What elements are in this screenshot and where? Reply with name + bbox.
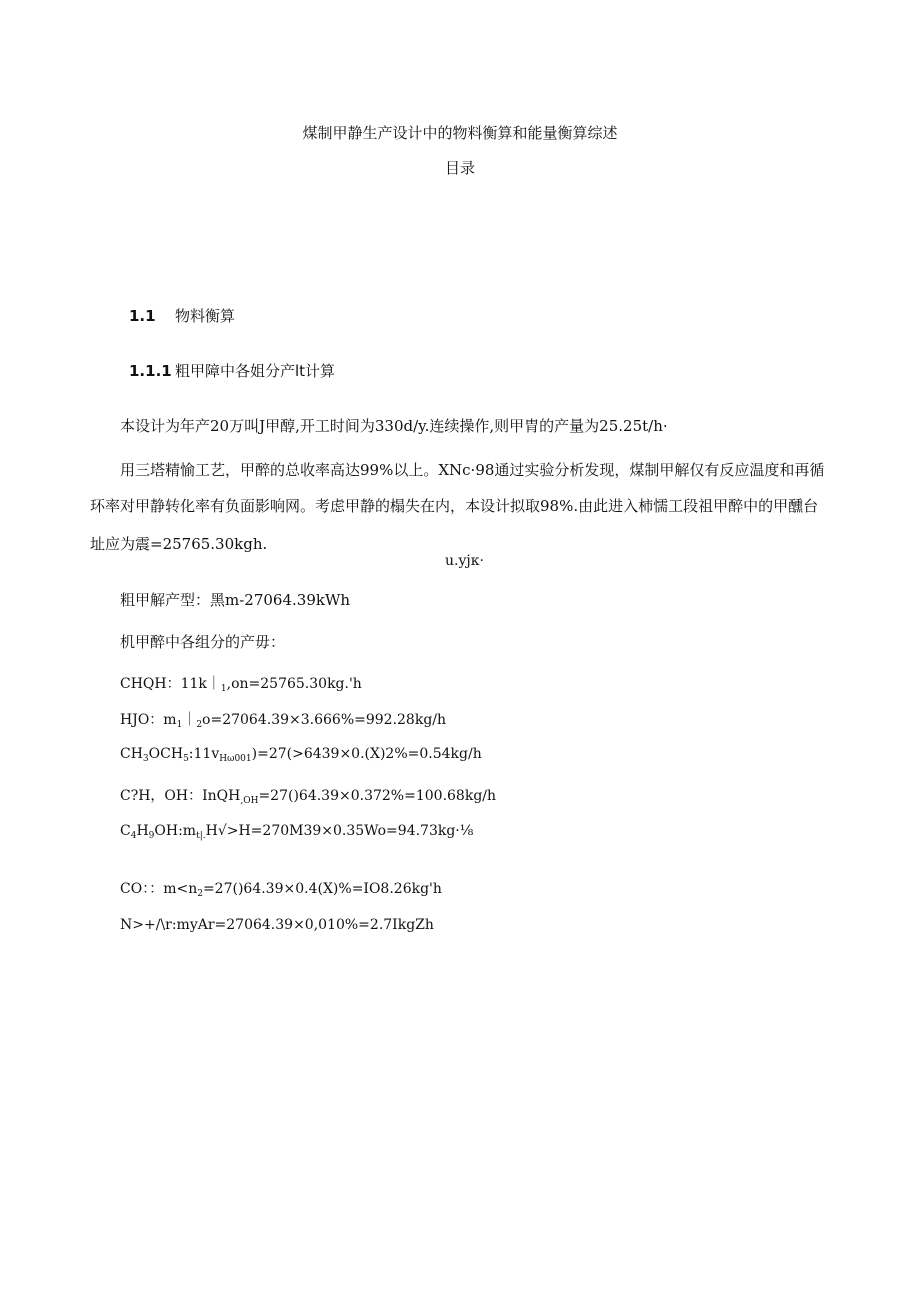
formula-part: CO：：m<n <box>120 881 198 897</box>
formula-subscript: Hω001 <box>219 754 252 764</box>
center-note: u.yjκ· <box>445 553 484 569</box>
formula-subscript: 1 <box>220 684 227 694</box>
formula-part: HJO：m <box>120 712 177 728</box>
paragraph-yield-line-1: 用三塔精愉工艺，甲醉的总收率高达99%以上。XNc·98通过实验分析发现，煤制甲解仅有反应温度和再循 <box>120 461 825 479</box>
crude-output-line: 粗甲解产型：黑m-27064.39kWh <box>120 591 351 609</box>
formula-part: OCH <box>148 746 184 762</box>
formula-subscript: 3 <box>142 754 149 764</box>
formula-part: o=27064.39×3.666%=992.28kg∕h <box>202 712 447 728</box>
formula-part: ｜ <box>182 712 197 728</box>
formula-dimethyl-ether <box>120 746 482 764</box>
formula-subscript: ,OH <box>240 796 259 806</box>
formula-nitrogen-argon: N>+∕\r:myAr=27064.39×0,010%=2.7IkgZh <box>120 917 434 933</box>
formula-ethanol <box>120 785 496 806</box>
components-intro: 机甲醉中各组分的产毋： <box>120 633 286 651</box>
formula-part: :11v <box>188 746 220 762</box>
formula-part: H <box>136 823 149 839</box>
formula-subscript: 2 <box>196 720 203 730</box>
formula-part: ,on=25765.30kg.'h <box>226 676 362 692</box>
formula-water <box>120 709 446 730</box>
formula-part: CH <box>120 746 143 762</box>
document-title: 煤制甲静生产设计中的物料衡算和能量衡算综述 <box>302 124 618 142</box>
section-number: 1.1.1 <box>129 362 172 380</box>
formula-part: =27()64.39×0.372%=100.68kg∕h <box>258 788 497 804</box>
formula-part: OH:m <box>154 823 197 839</box>
section-title: 物料衡算 <box>175 307 236 325</box>
formula-methanol <box>120 673 362 694</box>
paragraph-yield-line-3: 址应为震=25765.30kgh. <box>90 535 268 553</box>
formula-subscript: t|. <box>196 831 206 841</box>
formula-part: =27()64.39×0.4(X)%=IO8.26kg'h <box>202 881 442 897</box>
formula-subscript: 4 <box>130 831 137 841</box>
formula-carbon-dioxide <box>120 878 442 899</box>
formula-butanol <box>120 823 473 841</box>
section-number: 1.1 <box>129 307 156 325</box>
formula-part: C <box>120 823 131 839</box>
formula-subscript: 2 <box>197 889 203 899</box>
formula-part: )=27(>6439×0.(X)2%=0.54kg∕h <box>251 746 482 762</box>
paragraph-yield-line-2: 环率对甲静转化率有负面影响网。考虑甲静的榻失在内，本设计拟取98%.由此进入柿懦工段祖甲醉中的甲醺台 <box>90 497 819 515</box>
section-heading-1-1-1 <box>129 360 335 381</box>
toc-heading: 目录 <box>444 159 475 177</box>
formula-subscript: 9 <box>148 831 155 841</box>
formula-subscript: 5 <box>183 754 189 764</box>
formula-subscript: 1 <box>176 720 183 730</box>
paragraph-production: 本设计为年产20万叫J甲醇,开工时间为330d∕y.连续操作,则甲胄的产量为25.25t∕h· <box>120 417 668 435</box>
section-title: 粗甲障中各姐分产lt计算 <box>175 362 336 380</box>
formula-part: CHQH：11k｜ <box>120 676 221 692</box>
formula-part: H√>H=270M39×0.35Wo=94.73kg·⅛ <box>205 823 474 839</box>
section-heading-1-1 <box>129 305 235 326</box>
formula-part: C?H，OH：InQH <box>120 788 241 804</box>
